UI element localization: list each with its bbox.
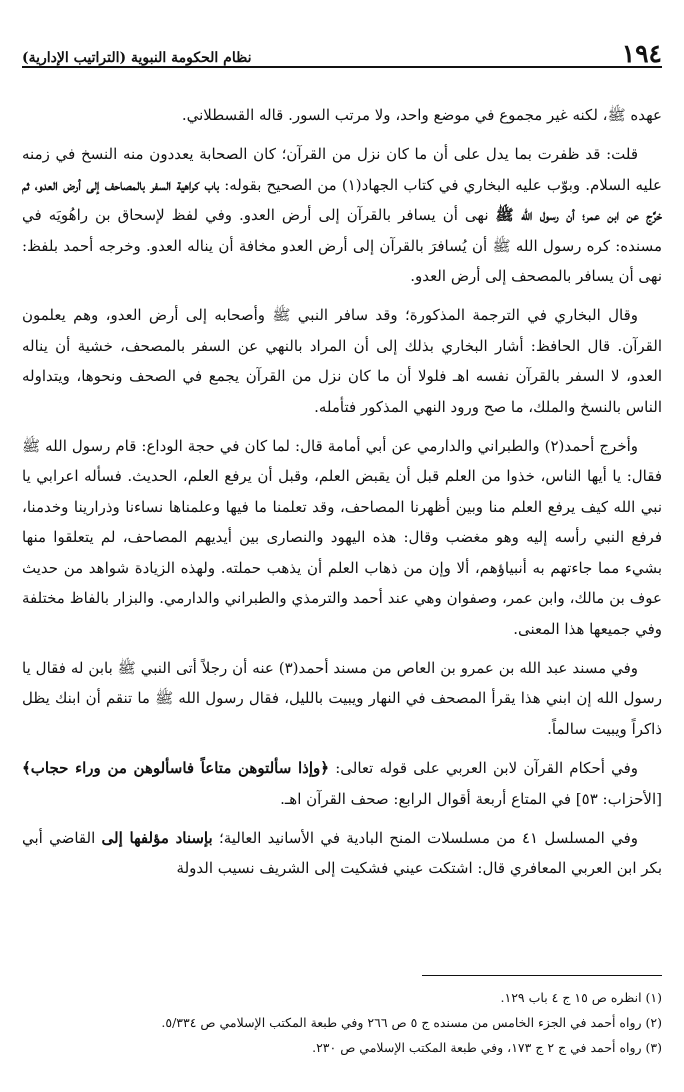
- main-text: [22, 100, 662, 884]
- bold-phrase: بإسناد مؤلفها إلى: [101, 828, 213, 847]
- paragraph: وقال البخاري في الترجمة المذكورة؛ وقد سافر النبي ﷺ وأصحابه إلى أرض العدو، وهم يعلمون القرآن. قال الحافظ: أشار البخاري بذلك إلى أن المراد بالنهي عن السفر بالمصحف، خشية أن يناله العدو، لا السفر بالقرآن نفسه اهـ فلولا أن ما كان نزل من القرآن يجمع في الصحف ونحوها، ويتداوله الناس بالنسخ والملك، ما صح ورود النهي المذكور فتأمله.: [22, 306, 662, 416]
- footnote: (١) انظره ص ١٥ ج ٤ باب ١٢٩.: [500, 990, 662, 1005]
- quran-verse: ﴿وإذا سألتوهن متاعاً فاسألوهن من وراء حجاب﴾: [22, 759, 330, 778]
- bold-chapter-title: باب كراهية السفر بالمصاحف إلى أرض العدو، ثم خرَّج عن ابن عمر؛ أن رسول الله ﷺ: [22, 175, 662, 225]
- paragraph: وأخرج أحمد(٢) والطبراني والدارمي عن أبي أمامة قال: لما كان في حجة الوداع: قام رسول الله ﷺ فقال: يا أيها الناس، خذوا من العلم قبل أن يقبض العلم، وقبل أن يرفع العلم، الحديث. فسأله اعرابي يا نبي الله كيف يرفع العلم منا وبين أظهرنا المصاحف، وقد تعلمنا ما فيها وعلمناها نساءنا وذرارينا وخدمنا، فرفع النبي رأسه إليه وهو مغضب وقال: هذه اليهود والنصارى بين أيديهم المصاحف، لم يتعلقوا منها بشيء مما جاءتهم به أنبياؤهم، ألا وإن من ذهاب العلم أن يذهب حملته. ولهذه الزيادة شواهد من حديث عوف بن مالك، وابن عمر، وصفوان وهي عند أحمد والترمذي والطبراني والدارمي. والبزار بالفاظ مختلفة وفي جميعها هذا المعنى.: [22, 437, 662, 638]
- page-header: [22, 36, 662, 66]
- page-number: ١٩٤: [621, 39, 662, 68]
- footnotes: [22, 985, 662, 1060]
- footnote: (٢) رواه أحمد في الجزء الخامس من مسنده ج ٥ ص ٢٦٦ وفي طبعة المكتب الإسلامي ص ٥/٣٣٤.: [161, 1015, 662, 1030]
- running-title: نظام الحكومة النبوية (التراتيب الإدارية): [22, 50, 252, 66]
- paragraph: عهده ﷺ، لكنه غير مجموع في موضع واحد، ولا مرتب السور. قاله القسطلاني.: [181, 106, 662, 124]
- paragraph: قلت: قد ظفرت بما يدل على أن ما كان نزل من القرآن؛ كان الصحابة يعددون منه النسخ في زمنه عليه السلام. وبوّب عليه البخاري في كتاب الجهاد(١) من الصحيح بقوله: باب كراهية السفر بالمصاحف إلى أرض العدو، ثم خرَّج عن ابن عمر؛ أن رسول الله ﷺ نهى أن يسافر بالقرآن إلى أرض العدو. وفي لفظ لإسحاق بن راهُويَه في مسنده: كره رسول الله ﷺ أن يُسافرَ بالقرآن إلى أرض العدو مخافة أن يناله العدو. وخرجه أحمد بلفظ: نهى أن يسافر بالمصحف إلى أرض العدو.: [22, 145, 662, 286]
- paragraph: وفي المسلسل ٤١ من مسلسلات المنح البادية في الأسانيد العالية؛ بإسناد مؤلفها إلى القاضي أبي بكر ابن العربي المعافري قال: اشتكت عيني فشكيت إلى الشريف نسيب الدولة: [22, 828, 662, 878]
- footnote: (٣) رواه أحمد في ج ٢ ج ١٧٣، وفي طبعة المكتب الإسلامي ص ٢٣٠.: [312, 1040, 662, 1055]
- paragraph: وفي أحكام القرآن لابن العربي على قوله تعالى: ﴿وإذا سألتوهن متاعاً فاسألوهن من وراء حجاب﴾ [الأحزاب: ٥٣] في المتاع أربعة أقوال الرابع: صحف القرآن اهـ.: [22, 759, 662, 808]
- paragraph: وفي مسند عبد الله بن عمرو بن العاص من مسند أحمد(٣) عنه أن رجلاً أتى النبي ﷺ بابن له فقال يا رسول الله إن ابني هذا يقرأ المصحف في النهار ويبيت بالليل، فقال رسول الله ﷺ ما تنقم أن ابنك يظل ذاكراً ويبيت سالماً.: [22, 658, 662, 738]
- header-divider: [22, 66, 662, 68]
- footnote-divider: [422, 975, 662, 976]
